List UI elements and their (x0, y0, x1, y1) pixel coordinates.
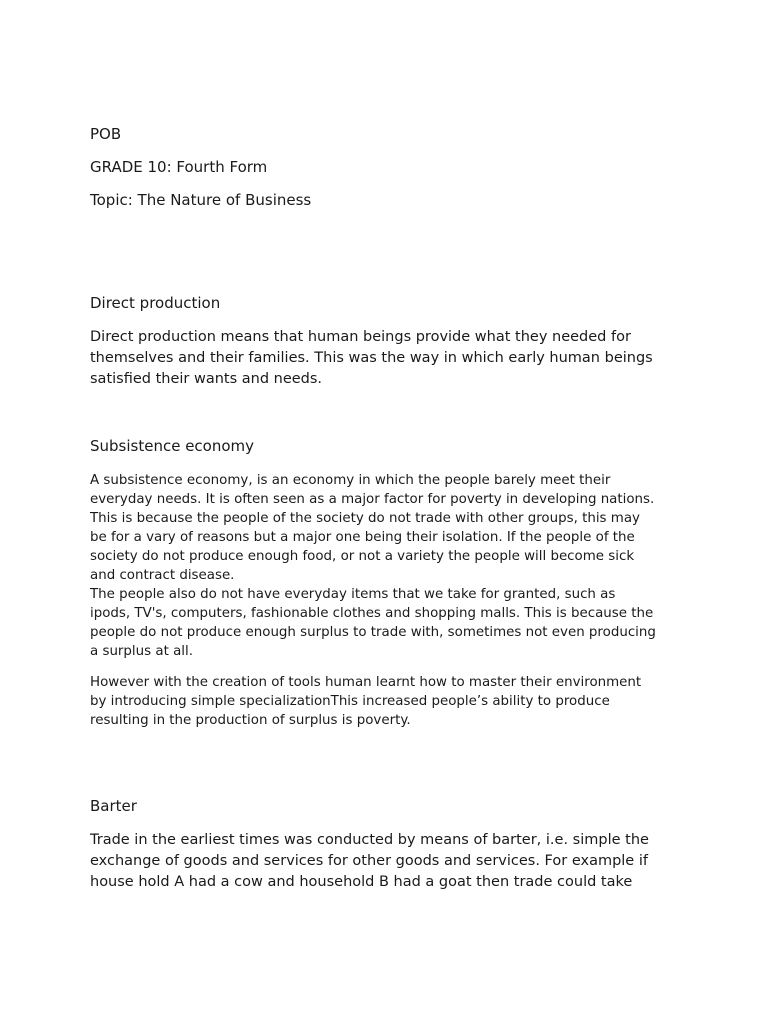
section-paragraph: The people also do not have everyday items that we take for granted, such as ipods, TV's, computers, fashionable clothes and shopping malls. This is because the people do not produce enough surplus to trade with, sometimes not even producing a surplus at all. (90, 587, 656, 659)
section-heading: Barter (90, 797, 137, 815)
subject-line: POB (90, 125, 122, 143)
section-subsistence-economy (90, 436, 690, 730)
section-paragraph: Direct production means that human beings provide what they needed for themselves and their families. This was the way in which early human beings satisfied their wants and needs. (90, 329, 653, 387)
grade-line: GRADE 10: Fourth Form (90, 158, 268, 176)
topic-line: Topic: The Nature of Business (90, 191, 312, 209)
section-paragraph: However with the creation of tools human learnt how to master their environment by introducing simple specializationThis increased people’s ability to produce resulting in the production of surplus is poverty. (90, 675, 642, 728)
section-heading: Subsistence economy (90, 437, 255, 455)
section-heading: Direct production (90, 294, 221, 312)
section-direct-production (90, 293, 690, 390)
section-paragraph: A subsistence economy, is an economy in which the people barely meet their everyday needs. It is often seen as a major factor for poverty in developing nations. This is because the people of the society do not trade with other groups, this may be for a vary of reasons but a major one being their isolation. If the people of the society do not produce enough food, or not a variety the people will become sick and contract disease. (90, 473, 655, 583)
section-barter (90, 796, 690, 893)
section-paragraph: Trade in the earliest times was conducted by means of barter, i.e. simple the exchange of goods and services for other goods and services. For example if house hold A had a cow and household B had a goat then trade could take (90, 832, 649, 890)
document-header (90, 124, 690, 223)
